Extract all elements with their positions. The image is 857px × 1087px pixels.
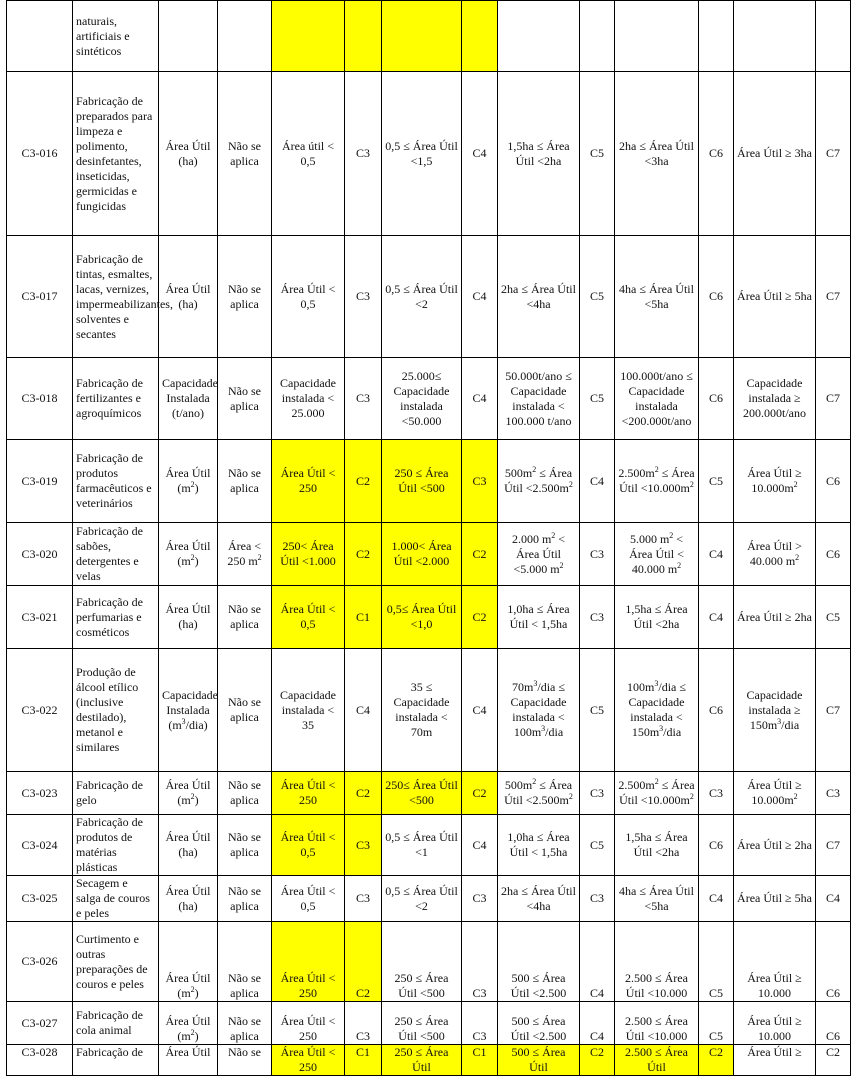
row-size3-class-cell: C3	[580, 876, 615, 922]
row-size3-range-cell: 1,5ha ≤ Área Útil <2ha	[498, 72, 580, 236]
row-size5-class-cell: C7	[816, 815, 851, 876]
row-size1-class-cell: C3	[345, 1002, 382, 1045]
row-size5-class-cell: C7	[816, 72, 851, 236]
row-size2-range-cell: 0,5 ≤ Área Útil <1,5	[382, 72, 462, 236]
row-small-size-cell: Área < 250 $m^2$	[218, 523, 272, 586]
row-size2-range-cell: 25.000≤ Capacidade instalada <50.000	[382, 358, 462, 440]
row-size1-range-cell: Área Útil < 0,5	[272, 236, 345, 358]
row-small-size-cell: Não se	[218, 1045, 272, 1076]
superscript: 2	[689, 480, 694, 489]
row-size3-class-cell: C5	[580, 358, 615, 440]
row-size5-class-cell: C4	[816, 876, 851, 922]
row-size3-class-cell: C3	[580, 523, 615, 586]
row-small-size-cell	[218, 1, 272, 72]
row-size5-class-cell: C3	[816, 772, 851, 815]
row-size5-class-cell: C6	[816, 1002, 851, 1045]
row-parameter-cell: Área Útil (ha)	[159, 586, 218, 649]
row-size2-class-cell: C2	[462, 586, 498, 649]
superscript: 3	[181, 716, 186, 726]
row-size1-range-cell: Área Útil < 0,5	[272, 876, 345, 922]
row-small-size-cell: Não se aplica	[218, 876, 272, 922]
superscript: 2	[257, 553, 262, 562]
row-code-cell: C3-027	[7, 1002, 73, 1045]
row-parameter-cell: Área Útil $(m^2)$	[159, 1002, 218, 1045]
row-size4-class-cell: C6	[699, 358, 734, 440]
superscript: 2	[190, 985, 195, 994]
row-size5-range-cell: Capacidade instalada ≥ 200.000t/ano	[734, 358, 816, 440]
row-parameter-cell: Área Útil $(m^2)$	[159, 440, 218, 523]
row-size1-range-cell: Área Útil < 0,5	[272, 586, 345, 649]
row-size4-class-cell	[699, 1, 734, 72]
row-size1-class-cell	[345, 1, 382, 72]
row-size4-class-cell: C2	[699, 1045, 734, 1076]
table-row	[7, 1045, 851, 1076]
row-size3-class-cell: C4	[580, 922, 615, 1002]
row-size1-range-cell: Área Útil < 0,5	[272, 815, 345, 876]
superscript: 2	[532, 777, 537, 786]
row-size4-range-cell: 2.500 ≤ Área Útil <10.000	[615, 922, 699, 1002]
row-parameter-cell: Área Útil (ha)	[159, 815, 218, 876]
row-size2-class-cell: C4	[462, 358, 498, 440]
row-size5-class-cell	[816, 1, 851, 72]
superscript: 2	[669, 530, 674, 540]
row-size3-range-cell: 1,0ha ≤ Área Útil < 1,5ha	[498, 586, 580, 649]
row-code-cell: C3-017	[7, 236, 73, 358]
row-size2-range-cell: 0,5 ≤ Área Útil <2	[382, 236, 462, 358]
row-activity-cell: Fabricação de fertilizantes e agroquímicos	[73, 358, 159, 440]
row-small-size-cell: Não se aplica	[218, 772, 272, 815]
row-size5-range-cell	[734, 1, 816, 72]
row-size2-range-cell: 0,5 ≤ Área Útil <2	[382, 876, 462, 922]
row-activity-cell: Secagem e salga de couros e peles	[73, 876, 159, 922]
row-size2-range-cell: 250 ≤ Área Útil <500	[382, 1002, 462, 1045]
superscript: 2	[190, 792, 195, 801]
row-size3-range-cell: $70m^3$/dia ≤ Capacidade instalada < $100m^3$/dia	[498, 649, 580, 772]
row-size5-range-cell: Área Útil ≥ $10.000m^2$	[734, 440, 816, 523]
row-code-cell: C3-020	[7, 523, 73, 586]
row-small-size-cell: Não se aplica	[218, 236, 272, 358]
row-size3-range-cell: 2ha ≤ Área Útil <4ha	[498, 876, 580, 922]
row-size3-range-cell: 2.000 $m^2$ < Área Útil <5.000 $m^2$	[498, 523, 580, 586]
row-size3-range-cell: 2ha ≤ Área Útil <4ha	[498, 236, 580, 358]
row-size5-range-cell: Área Útil ≥	[734, 1045, 816, 1076]
row-size2-range-cell: 1.000< Área Útil <2.000	[382, 523, 462, 586]
row-code-cell: C3-019	[7, 440, 73, 523]
table-body	[7, 1, 851, 1076]
row-size3-range-cell: $500m^2$ ≤ Área Útil $<2.500m^2$	[498, 772, 580, 815]
row-parameter-cell	[159, 1, 218, 72]
table-row	[7, 358, 851, 440]
row-size1-class-cell: C3	[345, 876, 382, 922]
superscript: 2	[551, 530, 556, 540]
superscript: 2	[568, 480, 573, 489]
table-row	[7, 876, 851, 922]
row-size5-class-cell: C7	[816, 649, 851, 772]
row-activity-cell: Curtimento e outras preparações de couros e peles	[73, 922, 159, 1002]
row-code-cell: C3-028	[7, 1045, 73, 1076]
row-size2-class-cell: C4	[462, 72, 498, 236]
row-activity-cell: Produção de álcool etílico (inclusive destilado), metanol e similares	[73, 649, 159, 772]
superscript: 3	[777, 716, 782, 726]
row-size1-class-cell: C3	[345, 72, 382, 236]
row-size2-class-cell: C2	[462, 523, 498, 586]
superscript: 2	[795, 553, 800, 562]
row-parameter-cell: Capacidade Instalada (t/ano)	[159, 358, 218, 440]
superscript: 2	[677, 560, 682, 570]
superscript: 2	[654, 777, 659, 786]
row-size4-class-cell: C6	[699, 236, 734, 358]
row-activity-cell: Fabricação de tintas, esmaltes, lacas, vernizes, impermeabilizantes, solventes e secantes	[73, 236, 159, 358]
row-size1-class-cell: C1	[345, 1045, 382, 1076]
row-size4-range-cell: 4ha ≤ Área Útil <5ha	[615, 236, 699, 358]
row-size1-range-cell: Área Útil < 250	[272, 440, 345, 523]
row-code-cell: C3-018	[7, 358, 73, 440]
row-small-size-cell: Não se aplica	[218, 586, 272, 649]
row-size4-range-cell: 2.500 ≤ Área Útil	[615, 1045, 699, 1076]
row-size4-range-cell: 1,5ha ≤ Área Útil <2ha	[615, 815, 699, 876]
row-size1-class-cell: C3	[345, 236, 382, 358]
row-size3-range-cell: 500 ≤ Área Útil	[498, 1045, 580, 1076]
row-size4-class-cell: C4	[699, 876, 734, 922]
row-size5-range-cell: Área Útil > 40.000 $m^2$	[734, 523, 816, 586]
row-size3-class-cell	[580, 1, 615, 72]
row-activity-cell: Fabricação de perfumarias e cosméticos	[73, 586, 159, 649]
table-row	[7, 1002, 851, 1045]
row-size4-range-cell: $100m^3$/dia ≤ Capacidade instalada < $150m^3$/dia	[615, 649, 699, 772]
row-size5-class-cell: C7	[816, 358, 851, 440]
row-size3-range-cell: 1,0ha ≤ Área Útil < 1,5ha	[498, 815, 580, 876]
row-code-cell: C3-022	[7, 649, 73, 772]
row-size5-class-cell: C6	[816, 440, 851, 523]
row-activity-cell: naturais, artificiais e sintéticos	[73, 1, 159, 72]
row-size1-range-cell: Área Útil < 250	[272, 1045, 345, 1076]
row-code-cell: C3-026	[7, 922, 73, 1002]
row-size4-class-cell: C3	[699, 772, 734, 815]
row-size1-class-cell: C3	[345, 358, 382, 440]
superscript: 3	[533, 679, 538, 688]
superscript: 2	[559, 560, 564, 570]
row-size2-range-cell: 250 ≤ Área Útil <500	[382, 440, 462, 523]
row-size3-class-cell: C3	[580, 772, 615, 815]
row-size1-class-cell: C2	[345, 772, 382, 815]
row-size4-range-cell: 5.000 $m^2$ < Área Útil < 40.000 $m^2$	[615, 523, 699, 586]
row-size1-range-cell	[272, 1, 345, 72]
row-size4-range-cell: $2.500m^2$ ≤ Área Útil $<10.000m^2$	[615, 440, 699, 523]
row-size4-range-cell: 100.000t/ano ≤ Capacidade instalada <200.000t/ano	[615, 358, 699, 440]
table-row	[7, 815, 851, 876]
row-size4-range-cell: 2ha ≤ Área Útil <3ha	[615, 72, 699, 236]
row-parameter-cell: Área Útil (ha)	[159, 236, 218, 358]
row-code-cell: C3-025	[7, 876, 73, 922]
row-parameter-cell: Área Útil $(m^2)$	[159, 523, 218, 586]
row-size1-range-cell: 250< Área Útil <1.000	[272, 523, 345, 586]
row-size1-class-cell: C2	[345, 922, 382, 1002]
table-row	[7, 649, 851, 772]
row-parameter-cell: Área Útil (ha)	[159, 72, 218, 236]
row-code-cell: C3-016	[7, 72, 73, 236]
row-size4-range-cell: 1,5ha ≤ Área Útil <2ha	[615, 586, 699, 649]
row-activity-cell: Fabricação de preparados para limpeza e polimento, desinfetantes, inseticidas, germicidas e fungicidas	[73, 72, 159, 236]
row-small-size-cell: Não se aplica	[218, 358, 272, 440]
row-size4-range-cell: 4ha ≤ Área Útil <5ha	[615, 876, 699, 922]
row-size3-class-cell: C2	[580, 1045, 615, 1076]
row-size2-class-cell: C3	[462, 440, 498, 523]
superscript: 2	[190, 553, 195, 562]
superscript: 2	[654, 465, 659, 474]
row-parameter-cell: Área Útil (ha)	[159, 876, 218, 922]
row-size1-range-cell: Capacidade instalada < 25.000	[272, 358, 345, 440]
row-parameter-cell: Área Útil	[159, 1045, 218, 1076]
superscript: 2	[190, 480, 195, 489]
row-parameter-cell: Capacidade Instalada $(m^3/dia)$	[159, 649, 218, 772]
row-small-size-cell: Não se aplica	[218, 922, 272, 1002]
row-size3-class-cell: C4	[580, 1002, 615, 1045]
row-parameter-cell: Área Útil $(m^2)$	[159, 772, 218, 815]
row-code-cell: C3-024	[7, 815, 73, 876]
row-size5-class-cell: C7	[816, 236, 851, 358]
row-size2-class-cell: C4	[462, 649, 498, 772]
row-size3-range-cell	[498, 1, 580, 72]
table-row	[7, 772, 851, 815]
row-size5-range-cell: Área Útil ≥ $10.000m^2$	[734, 772, 816, 815]
row-size2-class-cell	[462, 1, 498, 72]
row-size4-class-cell: C6	[699, 815, 734, 876]
row-small-size-cell: Não se aplica	[218, 1002, 272, 1045]
row-size5-range-cell: Área Útil ≥ 3ha	[734, 72, 816, 236]
row-code-cell	[7, 1, 73, 72]
row-size2-class-cell: C3	[462, 1002, 498, 1045]
row-size3-class-cell: C3	[580, 586, 615, 649]
row-size2-range-cell: 250 ≤ Área Útil	[382, 1045, 462, 1076]
row-activity-cell: Fabricação de gelo	[73, 772, 159, 815]
table-row	[7, 523, 851, 586]
row-size3-range-cell: 50.000t/ano ≤ Capacidade instalada < 100.000 t/ano	[498, 358, 580, 440]
row-size4-class-cell: C6	[699, 649, 734, 772]
superscript: 3	[541, 724, 546, 733]
row-size5-range-cell: Área Útil ≥ 5ha	[734, 876, 816, 922]
row-size5-range-cell: Área Útil ≥ 2ha	[734, 586, 816, 649]
superscript: 3	[659, 724, 664, 733]
row-size5-class-cell: C6	[816, 523, 851, 586]
row-size2-class-cell: C3	[462, 876, 498, 922]
row-size4-class-cell: C4	[699, 586, 734, 649]
row-size1-range-cell: Área útil < 0,5	[272, 72, 345, 236]
row-size2-range-cell	[382, 1, 462, 72]
porte-potencial-table	[6, 0, 851, 1076]
row-size4-class-cell: C5	[699, 922, 734, 1002]
row-activity-cell: Fabricação de produtos farmacêuticos e veterinários	[73, 440, 159, 523]
table-row	[7, 586, 851, 649]
row-size1-class-cell: C1	[345, 586, 382, 649]
row-small-size-cell: Não se aplica	[218, 72, 272, 236]
row-size5-range-cell: Área Útil ≥ 10.000	[734, 1002, 816, 1045]
row-size3-range-cell: 500 ≤ Área Útil <2.500	[498, 922, 580, 1002]
row-activity-cell: Fabricação de cola animal	[73, 1002, 159, 1045]
row-size3-class-cell: C5	[580, 649, 615, 772]
row-size4-class-cell: C5	[699, 440, 734, 523]
row-size2-class-cell: C4	[462, 236, 498, 358]
row-size1-range-cell: Área Útil < 250	[272, 772, 345, 815]
row-size3-range-cell: $500m^2$ ≤ Área Útil $<2.500m^2$	[498, 440, 580, 523]
row-small-size-cell: Não se aplica	[218, 440, 272, 523]
row-code-cell: C3-021	[7, 586, 73, 649]
row-small-size-cell: Não se aplica	[218, 815, 272, 876]
row-small-size-cell: Não se aplica	[218, 649, 272, 772]
row-size1-class-cell: C2	[345, 523, 382, 586]
row-size3-range-cell: 500 ≤ Área Útil <2.500	[498, 1002, 580, 1045]
table-row	[7, 1, 851, 72]
row-size2-range-cell: 250≤ Área Útil <500	[382, 772, 462, 815]
row-size4-class-cell: C4	[699, 523, 734, 586]
superscript: 3	[654, 679, 659, 688]
row-size4-range-cell: 2.500 ≤ Área Útil <10.000	[615, 1002, 699, 1045]
row-size4-class-cell: C5	[699, 1002, 734, 1045]
row-size5-class-cell: C6	[816, 922, 851, 1002]
table-row	[7, 440, 851, 523]
row-size1-range-cell: Área Útil < 250	[272, 922, 345, 1002]
row-size2-class-cell: C4	[462, 815, 498, 876]
superscript: 2	[532, 465, 537, 474]
row-size1-class-cell: C4	[345, 649, 382, 772]
superscript: 2	[793, 792, 798, 801]
row-size4-class-cell: C6	[699, 72, 734, 236]
row-size1-class-cell: C3	[345, 815, 382, 876]
row-size2-class-cell: C1	[462, 1045, 498, 1076]
table-row	[7, 922, 851, 1002]
row-size5-range-cell: Capacidade instalada ≥ $150m^3$/dia	[734, 649, 816, 772]
row-size5-range-cell: Área Útil ≥ 10.000	[734, 922, 816, 1002]
row-activity-cell: Fabricação de produtos de matérias plásticas	[73, 815, 159, 876]
row-size1-range-cell: Capacidade instalada < 35	[272, 649, 345, 772]
row-size3-class-cell: C5	[580, 815, 615, 876]
row-size5-class-cell: C5	[816, 586, 851, 649]
row-size1-class-cell: C2	[345, 440, 382, 523]
row-size2-class-cell: C3	[462, 922, 498, 1002]
row-size5-range-cell: Área Útil ≥ 2ha	[734, 815, 816, 876]
superscript: 2	[689, 792, 694, 801]
row-size4-range-cell: $2.500m^2$ ≤ Área Útil $<10.000m^2$	[615, 772, 699, 815]
row-size4-range-cell	[615, 1, 699, 72]
row-size5-range-cell: Área Útil ≥ 5ha	[734, 236, 816, 358]
superscript: 2	[568, 792, 573, 801]
row-size3-class-cell: C5	[580, 236, 615, 358]
superscript: 2	[190, 1028, 195, 1037]
row-activity-cell: Fabricação de sabões, detergentes e velas	[73, 523, 159, 586]
row-size3-class-cell: C4	[580, 440, 615, 523]
row-size2-range-cell: 0,5≤ Área Útil <1,0	[382, 586, 462, 649]
row-parameter-cell: Área Útil $(m^2)$	[159, 922, 218, 1002]
table-row	[7, 72, 851, 236]
row-size3-class-cell: C5	[580, 72, 615, 236]
row-code-cell: C3-023	[7, 772, 73, 815]
row-size5-class-cell: C2	[816, 1045, 851, 1076]
row-size2-range-cell: 35 ≤ Capacidade instalada < 70m	[382, 649, 462, 772]
row-size1-range-cell: Área Útil < 250	[272, 1002, 345, 1045]
row-size2-range-cell: 250 ≤ Área Útil <500	[382, 922, 462, 1002]
row-size2-class-cell: C2	[462, 772, 498, 815]
superscript: 2	[793, 480, 798, 489]
row-activity-cell: Fabricação de	[73, 1045, 159, 1076]
table-row	[7, 236, 851, 358]
row-size2-range-cell: 0,5 ≤ Área Útil <1	[382, 815, 462, 876]
